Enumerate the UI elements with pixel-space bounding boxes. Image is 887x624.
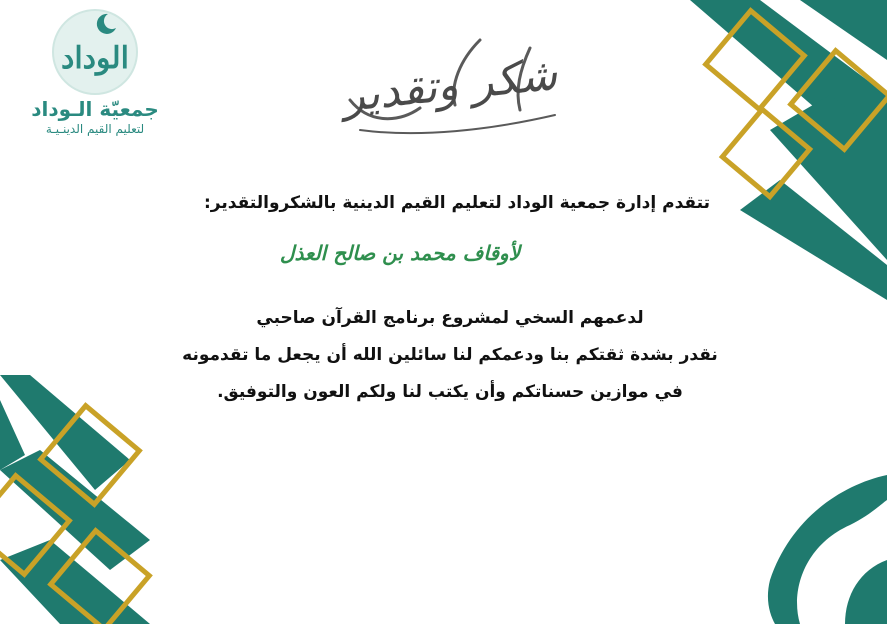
message-line: في موازين حسناتكم وأن يكتب لنا ولكم العون والتوفيق. (217, 382, 683, 402)
top-right-ornament (690, 0, 887, 300)
organization-name: جمعيّة الـوداد (31, 97, 159, 121)
headline-title: شكر وتقدير (340, 48, 560, 123)
message-line: لدعمهم السخي لمشروع برنامج القرآن صاحبي (256, 308, 644, 328)
organization-subtitle: لتعليم القيم الدينـيـة (45, 122, 145, 136)
recipient-name: لأوقاف محمد بن صالح العذل (279, 241, 521, 265)
message-body (180, 300, 720, 411)
intro-text: تتقدم إدارة جمعية الوداد لتعليم القيم الدينية بالشكروالتقدير: (204, 193, 710, 213)
message-line: نقدر بشدة ثقتكم بنا ودعمكم لنا سائلين الله أن يجعل ما تقدمونه (182, 345, 718, 365)
logo-mark-icon (40, 6, 150, 98)
logo-mark-text: الوداد (60, 41, 130, 76)
bottom-left-ornament (0, 375, 150, 624)
bottom-right-swirl (768, 475, 887, 624)
